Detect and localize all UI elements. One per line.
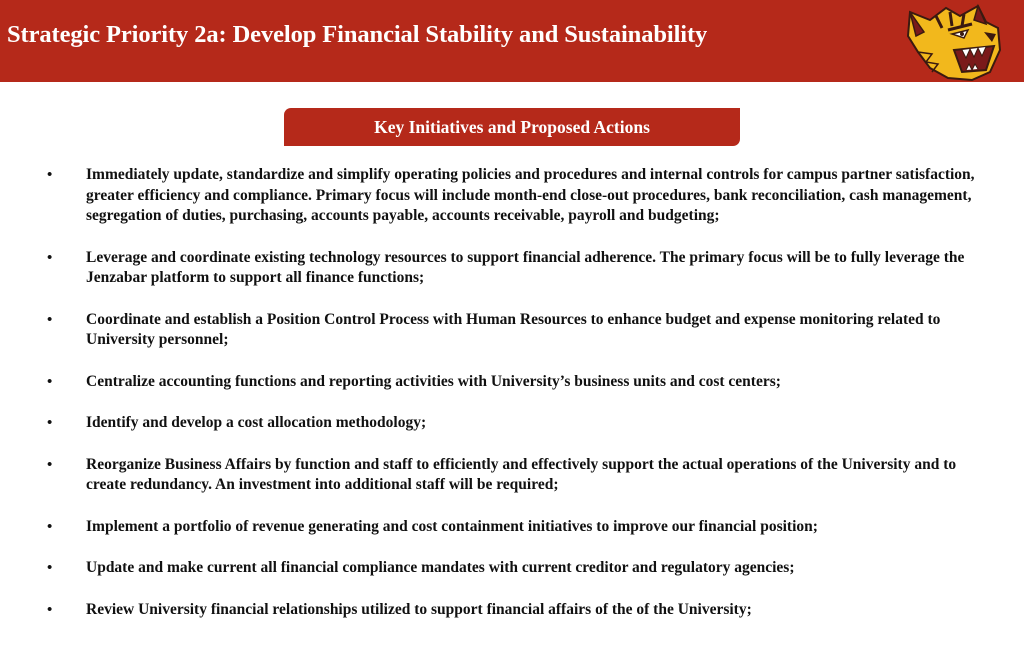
wildcat-mascot-icon [902, 2, 1006, 82]
bullet: • [47, 456, 53, 473]
list-item [0, 600, 1024, 621]
section-banner [284, 108, 740, 146]
list-item [0, 517, 1024, 538]
list-item-text: Centralize accounting functions and reporting activities with University’s business units and cost centers; [86, 372, 781, 390]
bullet: • [47, 167, 53, 183]
list-item-text: Implement a portfolio of revenue generating and cost containment initiatives to improve our financial position; [86, 517, 818, 535]
actions-list [0, 165, 1024, 620]
list-item [0, 372, 1024, 393]
list-item [0, 248, 1024, 289]
bullet: • [47, 415, 53, 431]
list-item-text: Leverage and coordinate existing technology resources to support financial adherence. The primary focus will be to fully leverage the Jenzabar platform to support all finance functions; [86, 248, 965, 286]
list-item-text: Immediately update, standardize and simplify operating policies and procedures and internal controls for campus partner satisfaction, greater efficiency and compliance. Primary focus will include month-end close-out procedures, bank reconciliation, cash management, segregation of duties, purchasing, accounts payable, accounts receivable, payroll and budgeting; [86, 166, 975, 224]
list-item [0, 310, 1024, 351]
page-title: Strategic Priority 2a: Develop Financial Stability and Sustainability [7, 21, 708, 48]
list-item-text: Review University financial relationships utilized to support financial affairs of the of the University; [86, 600, 752, 618]
list-item-text: Identify and develop a cost allocation methodology; [86, 414, 427, 431]
list-item [0, 165, 1024, 227]
section-heading: Key Initiatives and Proposed Actions [374, 116, 650, 137]
list-item-text: Coordinate and establish a Position Control Process with Human Resources to enhance budget and expense monitoring related to University personnel; [86, 310, 941, 348]
bullet: • [47, 601, 53, 618]
bullet: • [47, 311, 53, 328]
bullet: • [47, 249, 53, 266]
list-item [0, 413, 1024, 434]
list-item [0, 558, 1024, 579]
bullet: • [47, 560, 53, 576]
list-item-text: Reorganize Business Affairs by function and staff to efficiently and effectively support the actual operations of the University and to create redundancy. An investment into additional staff will be required; [86, 455, 957, 493]
bullet: • [47, 373, 53, 390]
list-item [0, 455, 1024, 496]
list-item-text: Update and make current all financial compliance mandates with current creditor and regulatory agencies; [86, 559, 795, 576]
bullet: • [47, 518, 53, 535]
